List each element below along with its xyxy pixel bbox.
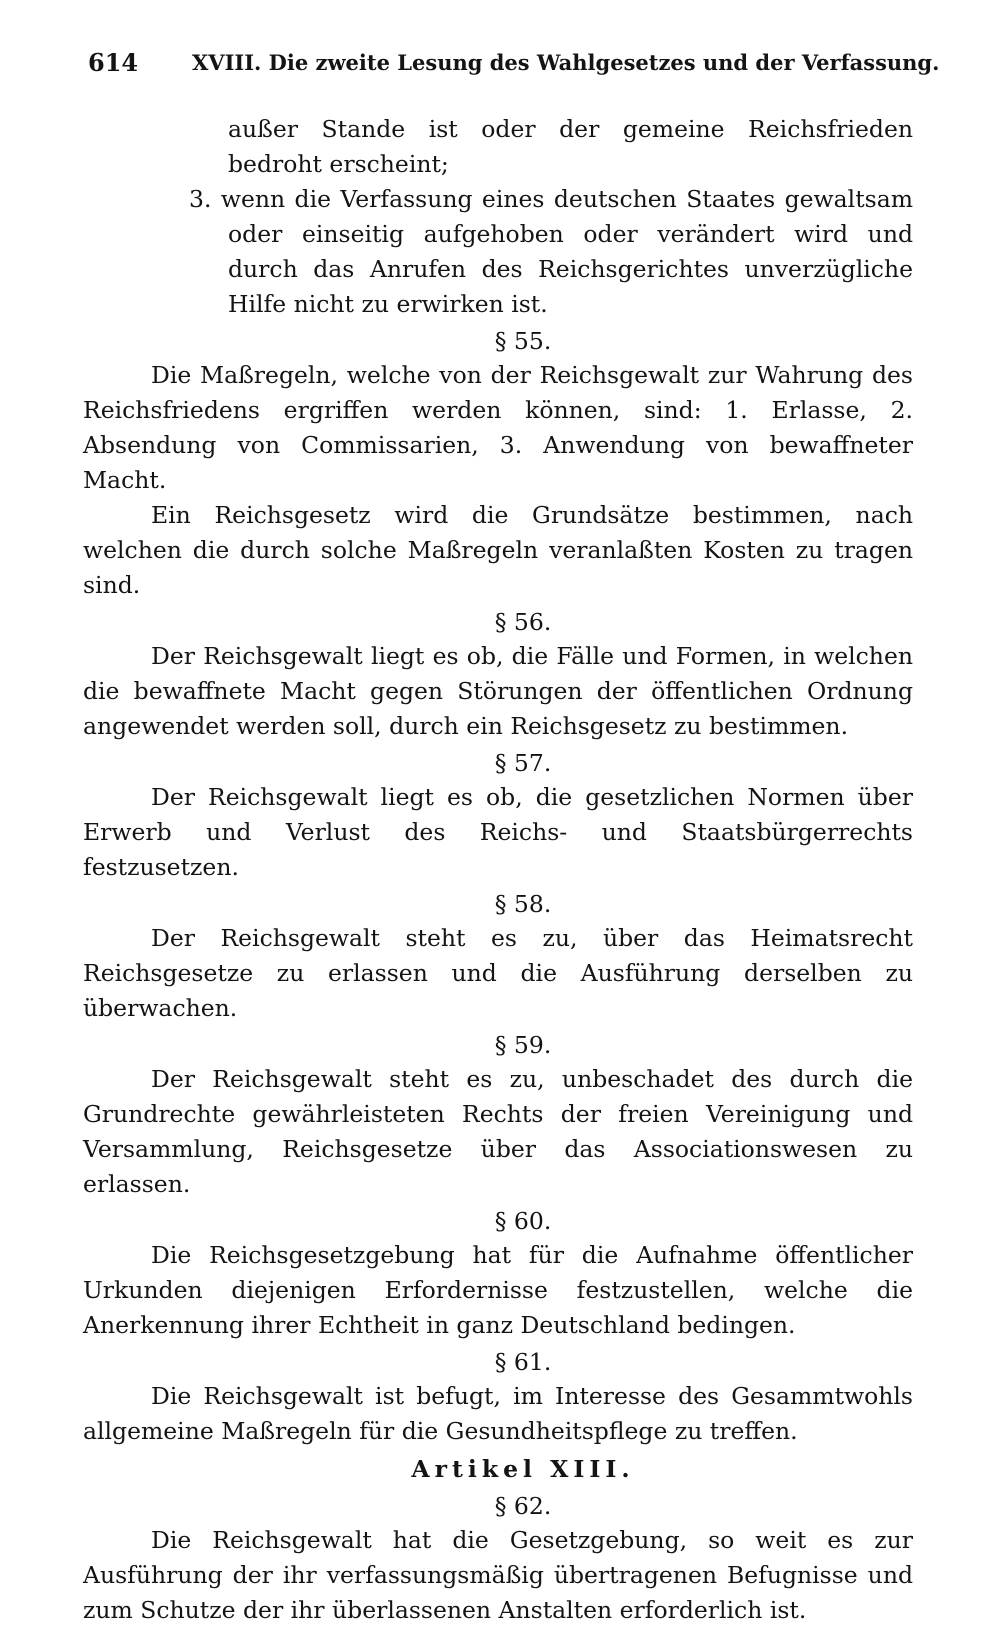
section-heading-61: § 61. — [494, 1348, 552, 1376]
article-heading: Artikel XIII. — [411, 1455, 635, 1483]
section-58-paragraph: Der Reichsgewalt steht es zu, über das Heimatsrecht Reichsgesetze zu erlassen und die Ausführung derselben zu überwachen. — [83, 924, 913, 1022]
section-55-paragraph-2: Ein Reichsgesetz wird die Grundsätze bestimmen, nach welchen die durch solche Maßregeln veranlaßten Kosten zu tragen sind. — [83, 501, 913, 599]
section-59-paragraph: Der Reichsgewalt steht es zu, unbeschadet des durch die Grundrechte gewährleisteten Rechts der freien Vereinigung und Versammlung, Reichsgesetze über das Associationswesen zu erlassen. — [83, 1065, 913, 1198]
list-item-3: 3. wenn die Verfassung eines deutschen Staates gewaltsam oder einseitig aufgehoben oder verändert wird und durch das Anrufen des Reichsgerichtes unverzügliche Hilfe nicht zu erwirken ist. — [189, 185, 913, 318]
section-62-paragraph: Die Reichsgewalt hat die Gesetzgebung, so weit es zur Ausführung der ihr verfassungsmäßig übertragenen Befugnisse und zum Schutze der ihr überlassenen Anstalten erforderlich ist. — [83, 1526, 913, 1624]
section-heading-62: § 62. — [494, 1492, 552, 1520]
section-61-paragraph: Die Reichsgewalt ist befugt, im Interesse des Gesammtwohls allgemeine Maßregeln für die Gesundheitspflege zu treffen. — [83, 1382, 913, 1445]
section-heading-58: § 58. — [494, 890, 552, 918]
section-heading-60: § 60. — [494, 1207, 552, 1235]
running-head: XVIII. Die zweite Lesung des Wahlgesetzes und der Verfassung. — [192, 50, 940, 75]
section-heading-56: § 56. — [494, 608, 552, 636]
section-56-paragraph: Der Reichsgewalt liegt es ob, die Fälle und Formen, in welchen die bewaffnete Macht gegen Störungen der öffentlichen Ordnung angewendet werden soll, durch ein Reichsgesetz zu bestimmen. — [83, 642, 913, 740]
section-60-paragraph: Die Reichsgesetzgebung hat für die Aufnahme öffentlicher Urkunden diejenigen Erfordernisse festzustellen, welche die Anerkennung ihrer Echtheit in ganz Deutschland bedingen. — [83, 1241, 913, 1339]
page-header — [88, 48, 940, 88]
page-number: 614 — [88, 48, 139, 77]
section-55-paragraph-1: Die Maßregeln, welche von der Reichsgewalt zur Wahrung des Reichsfriedens ergriffen werden können, sind: 1. Erlasse, 2. Absendung von Commissarien, 3. Anwendung von bewaffneter Macht. — [83, 361, 913, 494]
section-heading-55: § 55. — [494, 327, 552, 355]
section-57-paragraph: Der Reichsgewalt liegt es ob, die gesetzlichen Normen über Erwerb und Verlust des Reichs- und Staatsbürgerrechts festzusetzen. — [83, 783, 913, 881]
section-heading-59: § 59. — [494, 1031, 552, 1059]
main-text — [83, 112, 913, 1628]
section-heading-57: § 57. — [494, 749, 552, 777]
continuation-text: außer Stande ist oder der gemeine Reichsfrieden bedroht erscheint; — [228, 115, 913, 178]
